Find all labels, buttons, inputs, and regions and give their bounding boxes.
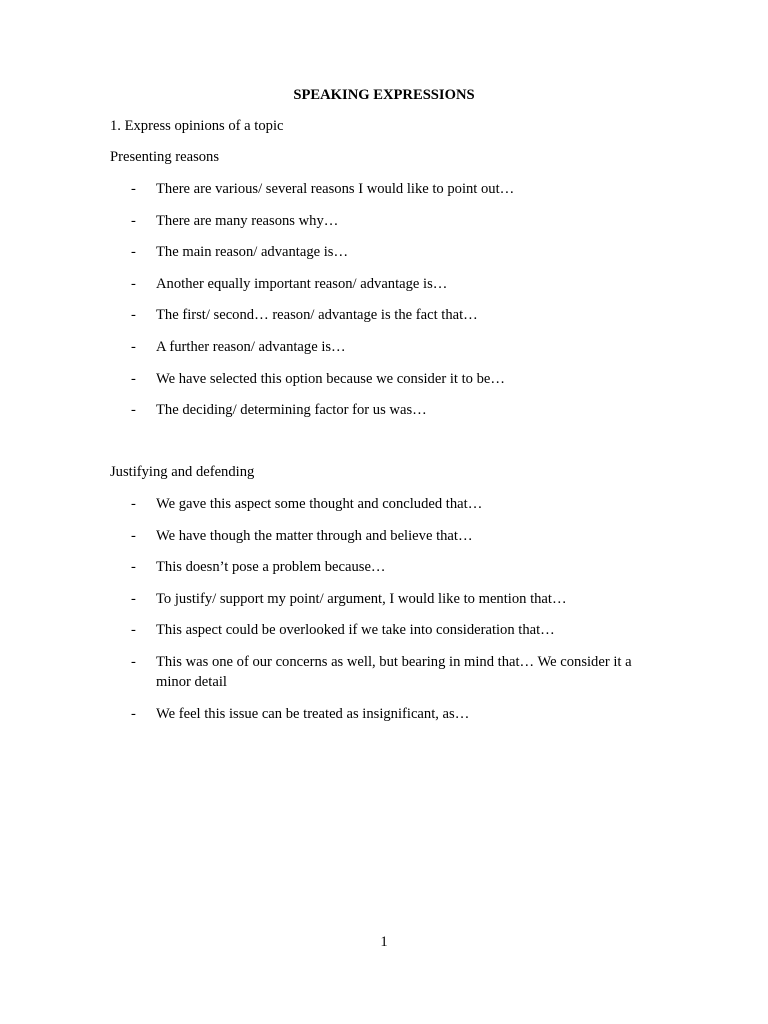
list-item-text: The main reason/ advantage is…: [156, 244, 349, 261]
list-item-text: We have selected this option because we consider it to be…: [156, 370, 505, 387]
list-item-text: This aspect could be overlooked if we take into consideration that…: [156, 622, 555, 639]
list-item-text: Another equally important reason/ advantage is…: [156, 275, 448, 292]
list-item-text: There are many reasons why…: [156, 212, 339, 229]
list-item-text: To justify/ support my point/ argument, I would like to mention that…: [156, 590, 567, 607]
bullet-dash: -: [131, 559, 136, 576]
bullet-dash: -: [131, 181, 136, 197]
page-title: SPEAKING EXPRESSIONS: [293, 87, 475, 103]
justifying-defending-heading: Justifying and defending: [110, 464, 255, 480]
list-item-text: We have though the matter through and believe that…: [156, 527, 473, 544]
list-item-text: We gave this aspect some thought and concluded that…: [156, 496, 483, 512]
bullet-dash: -: [131, 496, 136, 512]
bullet-dash: -: [131, 622, 136, 639]
bullet-dash: -: [131, 212, 136, 229]
bullet-dash: -: [131, 653, 136, 670]
bullet-dash: -: [131, 402, 136, 419]
bullet-dash: -: [131, 307, 136, 324]
bullet-dash: -: [131, 527, 136, 544]
list-item-text: This doesn’t pose a problem because…: [156, 559, 386, 576]
bullet-dash: -: [131, 338, 136, 355]
presenting-reasons-heading: Presenting reasons: [110, 149, 220, 165]
bullet-dash: -: [131, 275, 136, 292]
bullet-dash: -: [131, 370, 136, 387]
section-heading: 1. Express opinions of a topic: [110, 118, 284, 134]
list-item-text: There are various/ several reasons I would like to point out…: [156, 181, 515, 197]
bullet-dash: -: [131, 705, 136, 722]
bullet-dash: -: [131, 590, 136, 607]
bullet-dash: -: [131, 244, 136, 261]
list-item-text: A further reason/ advantage is…: [156, 338, 346, 355]
list-item-text: This was one of our concerns as well, but bearing in mind that… We consider it a minor detail: [156, 653, 632, 690]
page-number: 1: [380, 934, 388, 950]
list-item-text: The deciding/ determining factor for us was…: [156, 402, 427, 419]
list-item-text: The first/ second… reason/ advantage is the fact that…: [156, 307, 478, 324]
list-item-text: We feel this issue can be treated as insignificant, as…: [156, 705, 470, 722]
